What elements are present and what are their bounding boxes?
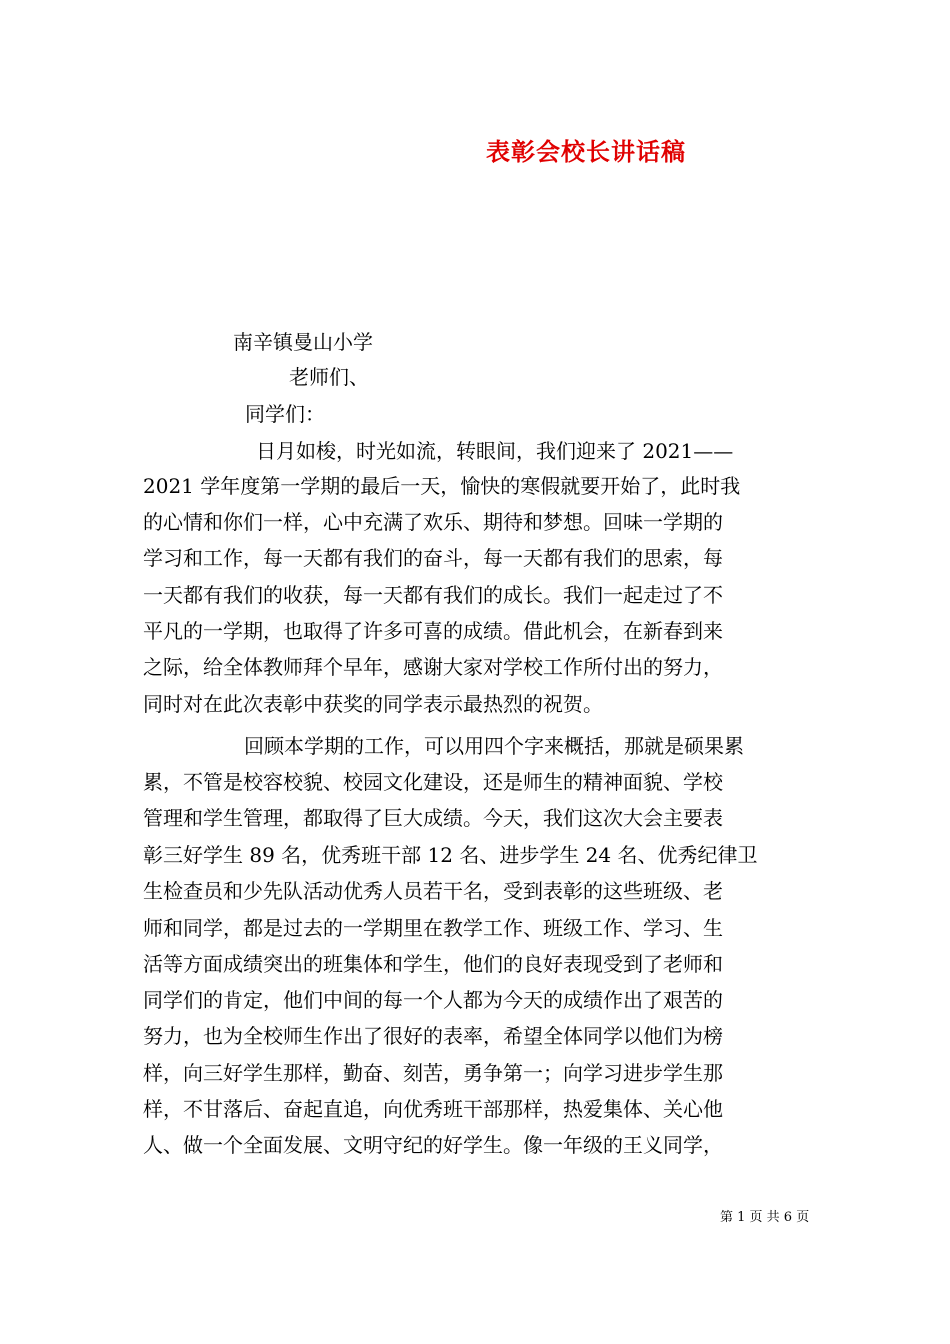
school-name: 南辛镇曼山小学 [233, 330, 373, 354]
paragraph2-line: 回顾本学期的工作，可以用四个字来概括，那就是硕果累 [244, 734, 744, 758]
paragraph2-line: 人、做一个全面发展、文明守纪的好学生。像一年级的王义同学， [143, 1133, 723, 1157]
paragraph1-line: 一天都有我们的收获，每一天都有我们的成长。我们一起走过了不 [143, 583, 723, 607]
paragraph2-line: 管理和学生管理，都取得了巨大成绩。今天，我们这次大会主要表 [143, 806, 723, 830]
paragraph2-line: 同学们的肯定，他们中间的每一个人都为今天的成绩作出了艰苦的 [143, 988, 723, 1012]
greeting-teachers: 老师们、 [289, 365, 369, 389]
paragraph1-line: 的心情和你们一样，心中充满了欢乐、期待和梦想。回味一学期的 [143, 510, 723, 534]
paragraph2-line: 彰三好学生 89 名，优秀班干部 12 名、进步学生 24 名、优秀纪律卫 [143, 843, 758, 867]
paragraph2-line: 生检查员和少先队活动优秀人员若干名，受到表彰的这些班级、老 [143, 879, 723, 903]
document-title: 表彰会校长讲话稿 [486, 137, 686, 166]
paragraph2-line: 努力，也为全校师生作出了很好的表率，希望全体同学以他们为榜 [143, 1024, 723, 1048]
paragraph2-line: 样，向三好学生那样，勤奋、刻苦，勇争第一；向学习进步学生那 [143, 1061, 723, 1085]
greeting-students: 同学们： [245, 402, 325, 426]
paragraph1-line: 平凡的一学期，也取得了许多可喜的成绩。借此机会，在新春到来 [143, 619, 723, 643]
paragraph2-line: 累，不管是校容校貌、校园文化建设，还是师生的精神面貌、学校 [143, 770, 723, 794]
paragraph2-line: 活等方面成绩突出的班集体和学生，他们的良好表现受到了老师和 [143, 952, 723, 976]
paragraph1-line: 同时对在此次表彰中获奖的同学表示最热烈的祝贺。 [143, 692, 603, 716]
paragraph1-line: 之际，给全体教师拜个早年，感谢大家对学校工作所付出的努力， [143, 655, 723, 679]
paragraph1-line: 2021 学年度第一学期的最后一天，愉快的寒假就要开始了，此时我 [143, 474, 741, 498]
paragraph1-line: 学习和工作，每一天都有我们的奋斗，每一天都有我们的思索，每 [143, 546, 723, 570]
page-footer: 第 1 页 共 6 页 [720, 1210, 810, 1225]
paragraph2-line: 样，不甘落后、奋起直追，向优秀班干部那样，热爱集体、关心他 [143, 1097, 723, 1121]
paragraph1-line: 日月如梭，时光如流，转眼间，我们迎来了 2021—— [256, 439, 734, 463]
paragraph2-line: 师和同学，都是过去的一学期里在教学工作、班级工作、学习、生 [143, 916, 723, 940]
